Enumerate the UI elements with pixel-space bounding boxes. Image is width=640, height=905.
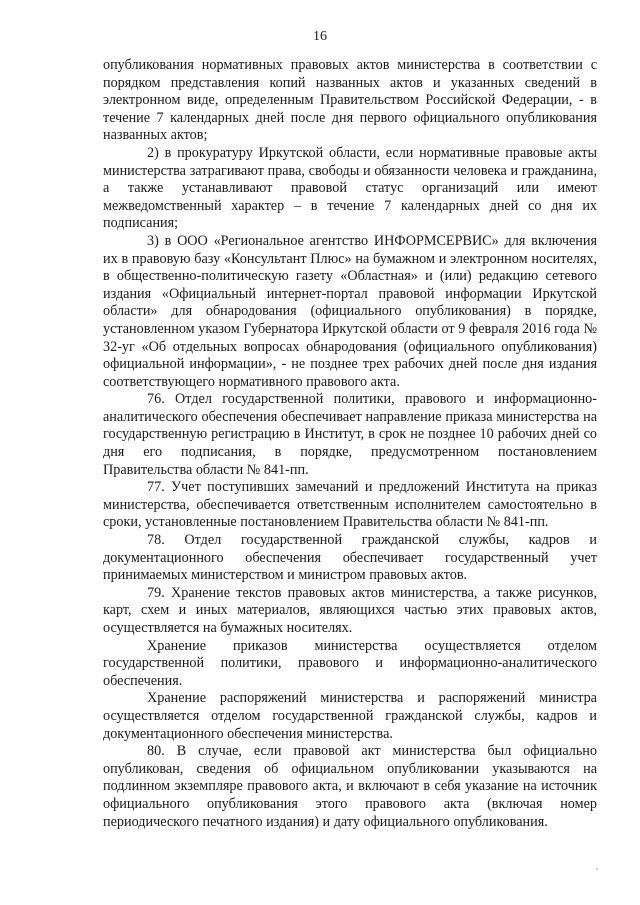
document-body [103, 57, 597, 831]
page-number: 16 [313, 29, 327, 44]
paragraph-item-3-informservis: 3) в ООО «Региональное агентство ИНФОРМСЕРВИС» для включения их в правовую базу «Консультант Плюс» на бумажном и электронном носителях, в общественно-политическую газету «Областная» и (или) редакцию сетевого издания «Официальный интернет-портал правовой информации Иркутской области» для обнародования (официального опубликования) в порядке, установленном указом Губернатора Иркутской области от 9 февраля 2016 года № 32-уг «Об отдельных вопросах обнародования (официального опубликования) официальной информации», - не позднее трех рабочих дней после дня издания соответствующего нормативного правового акта. [103, 232, 597, 390]
paragraph-clause-78: 78. Отдел государственной гражданской службы, кадров и документационного обеспечения обеспечивает государственный учет принимаемых министерством и министром правовых актов. [103, 532, 597, 584]
paragraph-storage-directives: Хранение распоряжений министерства и распоряжений министра осуществляется отделом государственной гражданской службы, кадров и документационного обеспечения министерства. [103, 690, 597, 742]
paragraph-clause-77: 77. Учет поступивших замечаний и предложений Института на приказ министерства, обеспечивается ответственным исполнителем самостоятельно в сроки, установленные постановлением Правительства области № 841-пп. [103, 479, 597, 531]
paragraph-item-2-prosecutor: 2) в прокуратуру Иркутской области, если нормативные правовые акты министерства затрагивают права, свободы и обязанности человека и гражданина, а также устанавливают правовой статус организаций или имеют межведомственный характер – в течение 7 календарных дней со дня их подписания; [103, 144, 597, 232]
paragraph-clause-80: 80. В случае, если правовой акт министерства был официально опубликован, сведения об официальном опубликовании указываются на подлинном экземпляре правового акта, и включают в себя указание на источник официального опубликования этого правового акта (включая номер периодического печатного издания) и дату официального опубликования. [103, 743, 597, 830]
paragraph-clause-76: 76. Отдел государственной политики, правового и информационно-аналитического обеспечения обеспечивает направление приказа министерства на государственную регистрацию в Институт, в срок не позднее 10 рабочих дней со дня его подписания, в порядке, предусмотренном постановлением Правительства области № 841-пп. [103, 391, 597, 478]
paragraph-clause-79: 79. Хранение текстов правовых актов министерства, а также рисунков, карт, схем и иных материалов, являющихся частью этих правовых актов, осуществляется на бумажных носителях. [103, 584, 597, 636]
scan-speck [596, 868, 598, 870]
paragraph-storage-orders: Хранение приказов министерства осуществляется отделом государственной политики, правового и информационно-аналитического обеспечения. [103, 637, 597, 689]
paragraph-continuation: опубликования нормативных правовых актов министерства в соответствии с порядком представления копий названных актов и указанных сведений в электронном виде, определенным Правительством Российской Федерации, - в течение 7 календарных дней после дня первого официального опубликования названных актов; [103, 57, 597, 144]
